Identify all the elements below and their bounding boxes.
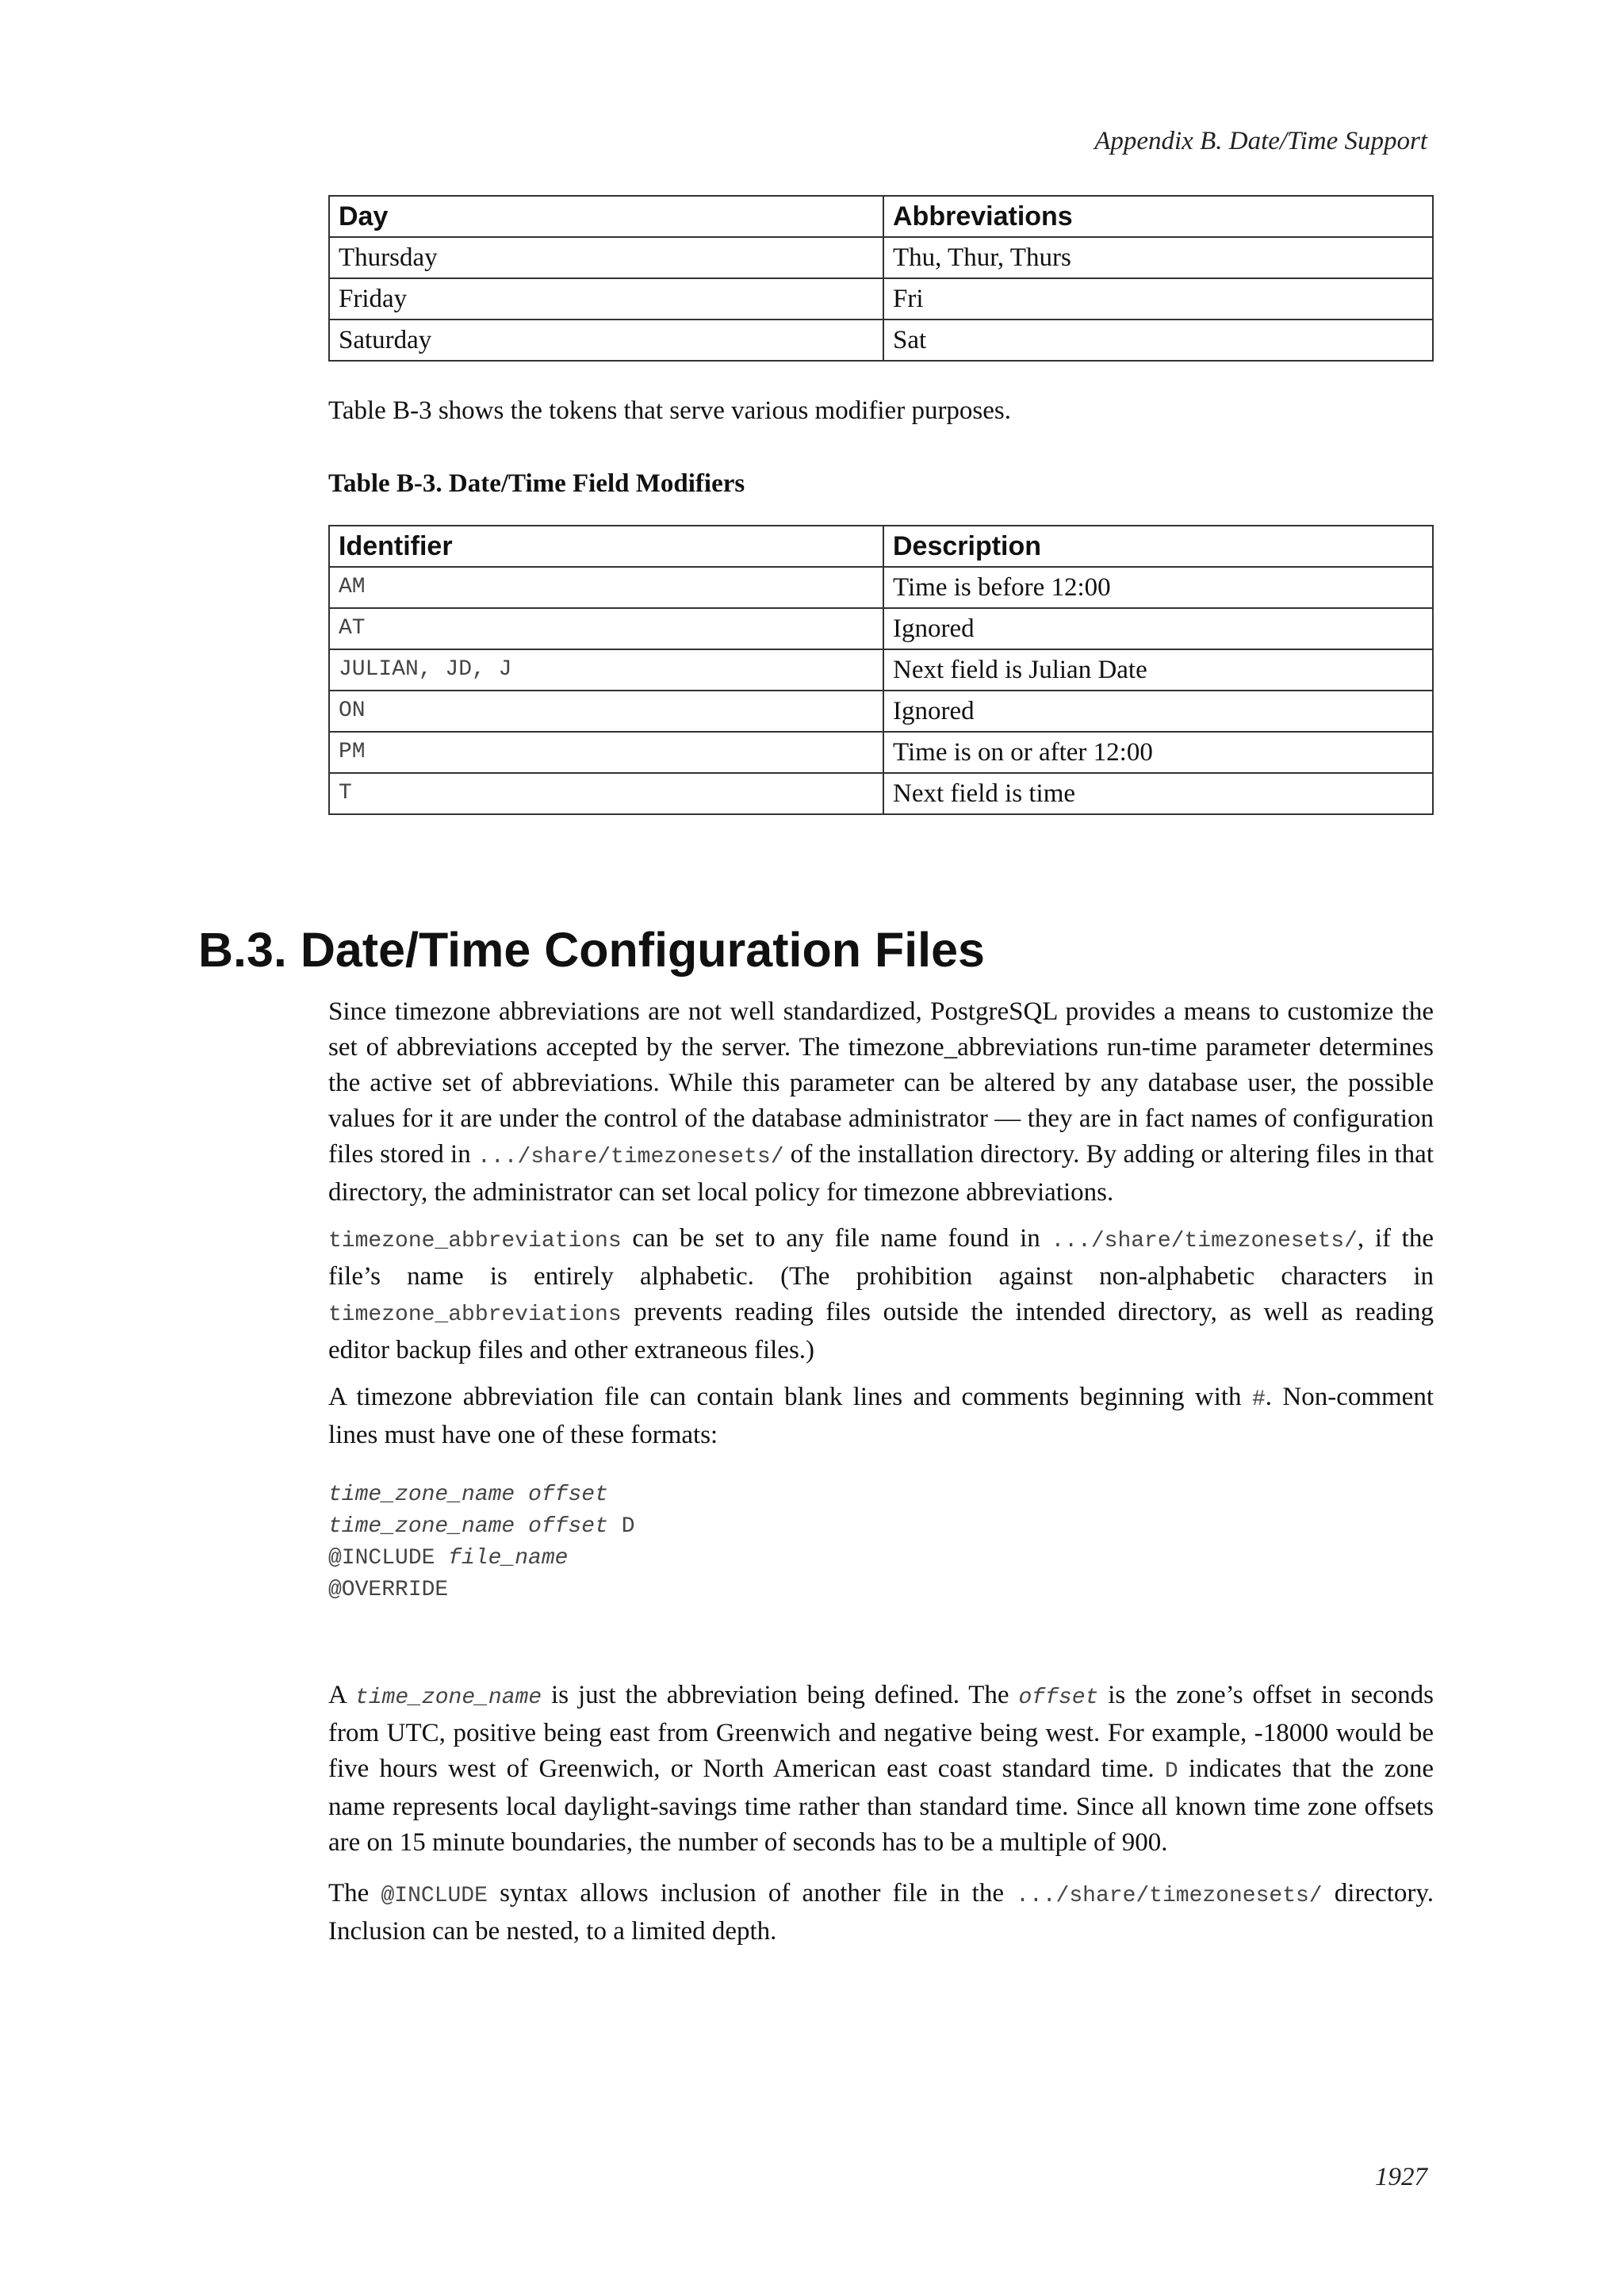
table-cell: Next field is time xyxy=(883,773,1433,814)
text-run: of the installation directory. By adding or altering files in that directory, the administrator can set local policy for timezone abbreviations. xyxy=(328,1140,1434,1207)
table-header-row xyxy=(329,196,1433,237)
path-code: .../share/timezonesets/ xyxy=(477,1145,784,1169)
intro-sentence: Table B-3 shows the tokens that serve various modifier purposes. xyxy=(328,396,1012,425)
table-cell: Ignored xyxy=(883,608,1433,649)
code-literal: @OVERRIDE xyxy=(328,1578,449,1602)
code-placeholder: time_zone_name xyxy=(328,1514,515,1539)
table-row xyxy=(329,691,1433,732)
column-header: Day xyxy=(329,196,883,237)
table-cell: Saturday xyxy=(329,320,883,361)
text-run: , if the file’s name is entirely alphabetic. (The prohibition against non-alphabetic characters in xyxy=(328,1224,1434,1291)
paragraph-abbreviations-setting xyxy=(328,1221,1434,1368)
literal-code: @INCLUDE xyxy=(381,1884,488,1908)
section-title: B.3. Date/Time Configuration Files xyxy=(198,923,985,977)
code-literal: D xyxy=(621,1514,635,1539)
literal-code: D xyxy=(1164,1759,1178,1784)
text-run: A timezone abbreviation file can contain blank lines and comments beginning with xyxy=(328,1383,1252,1411)
table-row xyxy=(329,567,1433,608)
parameter-code: timezone_abbreviations xyxy=(328,1229,622,1253)
code-placeholder: offset xyxy=(528,1514,608,1539)
code-placeholder: time_zone_name xyxy=(328,1483,515,1507)
text-run: directory. Inclusion can be nested, to a limited depth. xyxy=(328,1879,1434,1946)
paragraph-file-format xyxy=(328,1380,1434,1453)
code-literal: @INCLUDE xyxy=(328,1546,435,1571)
format-code-block xyxy=(328,1479,635,1606)
table-cell: Friday xyxy=(329,278,883,320)
code-line xyxy=(328,1511,635,1543)
parameter-code: timezone_abbreviations xyxy=(328,1303,622,1327)
text-run: is the zone’s offset in seconds from UTC, positive being east from Greenwich and negative being west. For example, -18000 would be five hours west of Greenwich, or North American east coast standard time. xyxy=(328,1681,1434,1783)
table-cell: Time is on or after 12:00 xyxy=(883,732,1433,773)
table-cell-identifier: AT xyxy=(329,608,883,649)
text-run: can be set to any file name found in xyxy=(621,1224,1051,1253)
text-run: syntax allows inclusion of another file in the xyxy=(487,1879,1017,1908)
text-run: A xyxy=(328,1681,355,1709)
code-line xyxy=(328,1543,635,1575)
table-row xyxy=(329,278,1433,320)
code-line xyxy=(328,1479,635,1511)
table-cell-identifier: JULIAN, JD, J xyxy=(329,649,883,691)
code-placeholder: file_name xyxy=(448,1546,569,1571)
table-header-row xyxy=(329,526,1433,567)
table-cell-identifier: T xyxy=(329,773,883,814)
placeholder-code: offset xyxy=(1018,1686,1099,1710)
table-cell: Thursday xyxy=(329,237,883,278)
code-placeholder: offset xyxy=(528,1483,608,1507)
table-cell: Thu, Thur, Thurs xyxy=(883,237,1433,278)
table-cell: Time is before 12:00 xyxy=(883,567,1433,608)
running-head: Appendix B. Date/Time Support xyxy=(1094,127,1427,155)
paragraph-config-intro xyxy=(328,994,1434,1211)
table-row xyxy=(329,773,1433,814)
hash-code: # xyxy=(1251,1387,1266,1412)
table-caption: Table B-3. Date/Time Field Modifiers xyxy=(328,469,745,498)
table-row xyxy=(329,237,1433,278)
path-code: .../share/timezonesets/ xyxy=(1051,1229,1358,1253)
column-header: Description xyxy=(883,526,1433,567)
path-code: .../share/timezonesets/ xyxy=(1016,1884,1323,1908)
table-cell: Next field is Julian Date xyxy=(883,649,1433,691)
table-row xyxy=(329,320,1433,361)
text-run: prevents reading files outside the intended directory, as well as reading editor backup files and other extraneous files.) xyxy=(328,1298,1434,1364)
day-abbreviations-table xyxy=(328,195,1434,362)
paragraph-include-syntax xyxy=(328,1876,1434,1950)
table-cell: Fri xyxy=(883,278,1433,320)
text-run: is just the abbreviation being defined. The xyxy=(542,1681,1019,1709)
text-run: . Non-comment lines must have one of these formats: xyxy=(328,1383,1434,1449)
table-cell: Sat xyxy=(883,320,1433,361)
column-header: Identifier xyxy=(329,526,883,567)
table-cell-identifier: PM xyxy=(329,732,883,773)
field-modifiers-table xyxy=(328,525,1434,815)
code-line xyxy=(328,1575,635,1606)
table-row xyxy=(329,649,1433,691)
text-run: The xyxy=(328,1879,381,1908)
table-cell-identifier: AM xyxy=(329,567,883,608)
paragraph-offset-explanation xyxy=(328,1678,1434,1861)
placeholder-code: time_zone_name xyxy=(354,1686,542,1710)
table-row xyxy=(329,732,1433,773)
table-cell: Ignored xyxy=(883,691,1433,732)
text-run: indicates that the zone name represents local daylight-savings time rather than standard time. Since all known time zone offsets are on 15 minute boundaries, the number of seconds has to be a multiple of 900. xyxy=(328,1755,1434,1857)
column-header: Abbreviations xyxy=(883,196,1433,237)
table-row xyxy=(329,608,1433,649)
text-run: Since timezone abbreviations are not well standardized, PostgreSQL provides a means to customize the set of abbreviations accepted by the server. The timezone_abbreviations run-time parameter determines the active set of abbreviations. While this parameter can be altered by any database user, the possible values for it are under the control of the database administrator — they are in fact names of configuration files stored in xyxy=(328,997,1434,1169)
table-cell-identifier: ON xyxy=(329,691,883,732)
page-number: 1927 xyxy=(1375,2163,1427,2191)
